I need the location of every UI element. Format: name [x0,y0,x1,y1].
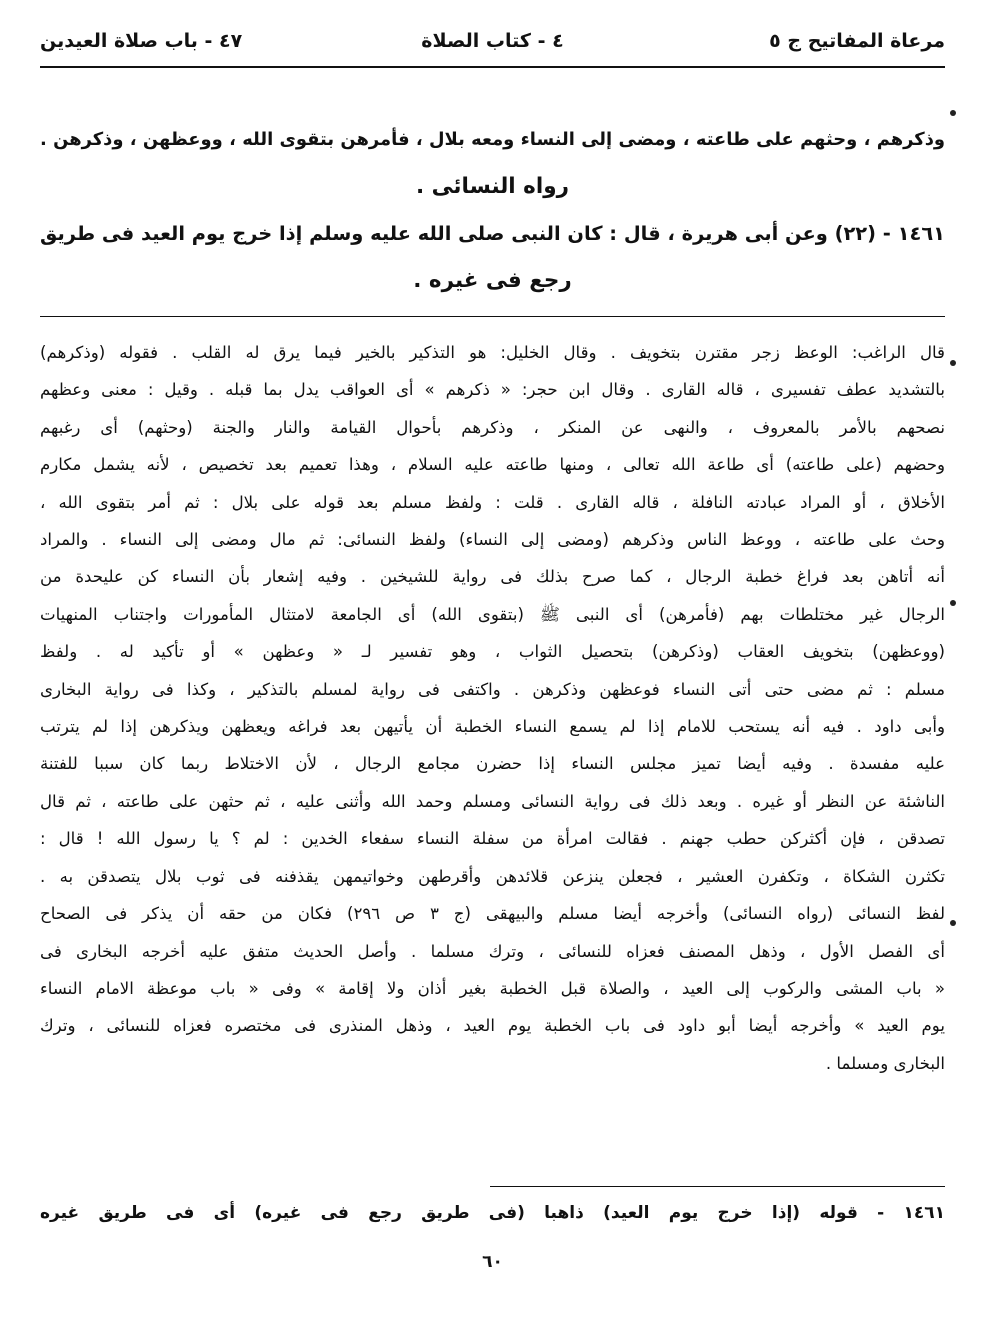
margin-dot [950,360,956,366]
commentary-line: مسلم : ثم مضى حتى أتى النساء فوعظهن وذكرهن . واكتفى فى رواية لمسلم بالتذكير ، وكذا فى رواية البخارى [40,679,945,699]
commentary-line: نصحهم بالأمر بالمعروف ، والنهى عن المنكر ، وذكرهم بأحوال القيامة والنار والجنة (وحثهم) أى رغبهم [40,417,945,437]
commentary-text [40,334,945,1082]
text-commentary-divider [40,316,945,317]
commentary-line: وحضهم (على طاعته) أى طاعة الله تعالى ، ومنها طاعته عليه السلام ، وهذا تعميم بعد تخصيص ، لأنه يشمل مكارم [40,455,945,475]
header-chapter-title: ٤٧ - باب صلاة العيدين [40,30,243,52]
commentary-line: وحث على طاعته ، ووعظ الناس وذكرهم (ومضى إلى النساء) ولفظ النسائى: ثم مال ومضى إلى النساء . والمراد [40,530,945,550]
page [40,16,945,1326]
commentary-line: لفظ النسائى (رواه النسائى) وأخرجه أيضا مسلم والبيهقى (ج ٣ ص ٢٩٦) فكان من حقه أن يذكر فى الصحاح [40,904,945,924]
hadith-line: وذكرهم ، وحثهم على طاعته ، ومضى إلى النساء ومعه بلال ، فأمرهن بتقوى الله ، ووعظهن ، وذكرهن . [40,129,945,150]
commentary-line: بالتشديد عطف تفسيرى ، قاله القارى . وقال ابن حجر: « ذكرهم » أى العواقب يدل بما قبله . وقيل : معنى وعظهم [40,380,945,400]
running-header [40,16,945,60]
commentary-line: أى الفصل الأول ، وذهل المصنف فعزاه للنسائى ، وترك مسلما . وأصل الحديث متفق عليه أخرجه البخارى فى [40,941,945,961]
page-number: ٦٠ [482,1252,503,1272]
header-book-section: ٤ - كتاب الصلاة [421,30,564,52]
margin-dot [950,920,956,926]
next-commentary-line: ١٤٦١ - قوله (إذا خرج يوم العيد) ذاهبا (فى طريق رجع فى غيره) أى فى طريق غيره [40,1203,945,1223]
commentary-line: الرجال غير مختلطات بهم (فأمرهن) أى النبى ﷺ (بتقوى الله) أى الجامعة لامتثال المأمورات واجتناب المنهيات [40,604,945,624]
commentary-line: تصدقن ، فإن أكثركن حطب جهنم . فقالت امرأة من سفلة النساء سفعاء الخدين : لم ؟ يا رسول الله ! قال : [40,829,945,849]
hadith-line: رواه النسائى . [416,174,569,199]
footnote-rule [490,1186,945,1187]
margin-dot [950,110,956,116]
commentary-line: البخارى ومسلما . [825,1053,945,1073]
margin-dot [950,600,956,606]
commentary-line: أنه أتاهن بعد فراغ خطبة الرجال ، كما صرح بذلك فى رواية للشيخين . وفيه إشعار بأن النساء كن عليحدة من [40,567,945,587]
commentary-line: الأخلاق ، أو المراد عبادته النافلة ، قاله القارى . قلت : ولفظ مسلم بعد قوله على بلال : ثم أمر بتقوى الله ، [40,492,945,512]
commentary-line: (ووعظهن) بتخويف العقاب (وذكرهن) بتحصيل الثواب ، وهو تفسير لـ « وعظهن » أو تأكيد له . ولفظ [40,642,945,662]
commentary-line: عليه مفسدة . وفيه أيضا تميز مجلس النساء إذا حضرن مجامع الرجال ، لأن الاختلاط ربما كان سببا للفتنة [40,754,945,774]
commentary-line: « باب المشى والركوب إلى العيد ، والصلاة قبل الخطبة بغير أذان ولا إقامة » وفى « باب موعظة الامام النساء [40,978,945,998]
header-rule [40,66,945,68]
header-book-title: مرعاة المفاتيح ج ٥ [769,30,945,52]
hadith-line: رجع فى غيره . [413,268,572,293]
commentary-line: الناشئة عن النظر أو غيره . وبعد ذلك فى رواية النسائى ومسلم وحمد الله وأثنى عليه ، ثم حثهن على طاعته ، ثم قال [40,791,945,811]
hadith-line: ١٤٦١ - (٢٢) وعن أبى هريرة ، قال : كان النبى صلى الله عليه وسلم إذا خرج يوم العيد فى طريق [40,222,945,245]
hadith-text [40,116,945,304]
commentary-line: وأبى داود . فيه أنه يستحب للامام إذا لم يسمع النساء الخطبة أن يأتيهن بعد فراغه ويعظهن ويذكرهن إذا لم يترتب [40,717,945,737]
commentary-line: قال الراغب: الوعظ زجر مقترن بتخويف . وقال الخليل: هو التذكير بالخير فيما يرق له القلب . فقوله (وذكرهم) [40,343,945,362]
commentary-line: تكثرن الشكاة ، وتكفرن العشير ، فجعلن ينزعن قلائدهن وأقرطهن وخواتيمهن يقذفنه فى ثوب بلال يتصدقن به . [40,866,945,886]
commentary-line: يوم العيد » وأخرجه أيضا أبو داود فى باب الخطبة يوم العيد ، وذهل المنذرى فى مختصره فعزاه للنسائى ، وترك [40,1016,945,1036]
